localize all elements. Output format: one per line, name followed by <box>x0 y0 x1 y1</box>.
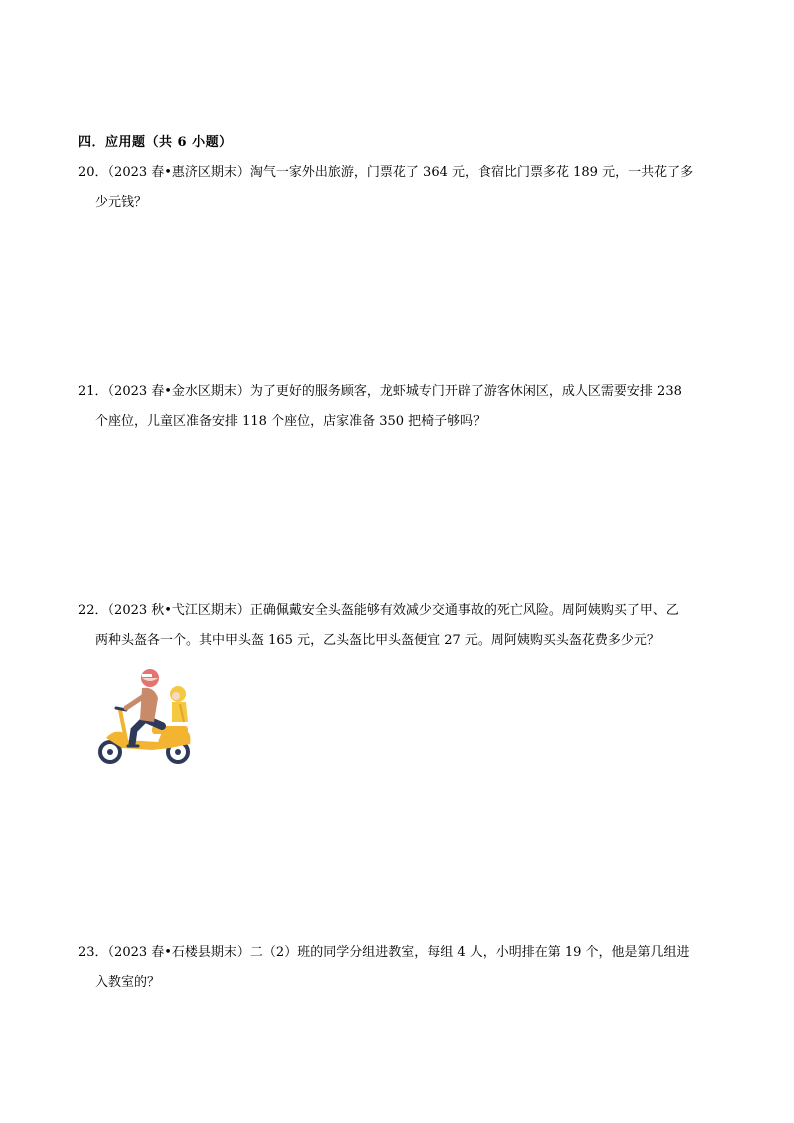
question-20-line-1: 20．（2023 春•惠济区期末）淘气一家外出旅游，门票花了 364 元，食宿比门票多花 189 元，一共花了多 <box>78 165 694 180</box>
question-22 <box>78 596 718 656</box>
question-21 <box>78 377 718 437</box>
scooter-with-rider-and-child-icon <box>92 660 202 772</box>
section-title: 四．应用题（共 6 小题） <box>78 135 233 150</box>
question-22-line-1: 22．（2023 秋•弋江区期末）正确佩戴安全头盔能够有效减少交通事故的死亡风险。周阿姨购买了甲、乙 <box>78 603 679 618</box>
question-23 <box>78 938 718 998</box>
question-23-line-2: 入教室的？ <box>95 975 161 990</box>
question-21-line-1: 21．（2023 春•金水区期末）为了更好的服务顾客，龙虾城专门开辟了游客休闲区，成人区需要安排 238 <box>78 384 682 399</box>
question-21-line-2: 个座位，儿童区准备安排 118 个座位，店家准备 350 把椅子够吗？ <box>95 414 487 429</box>
question-23-line-1: 23．（2023 春•石楼县期末）二（2）班的同学分组进教室，每组 4 人，小明排在第 19 个，他是第几组进 <box>78 945 690 960</box>
question-20 <box>78 158 718 218</box>
question-20-line-2: 少元钱？ <box>95 195 148 210</box>
question-22-line-2: 两种头盔各一个。其中甲头盔 165 元，乙头盔比甲头盔便宜 27 元。周阿姨购买头盔花费多少元？ <box>95 633 660 648</box>
